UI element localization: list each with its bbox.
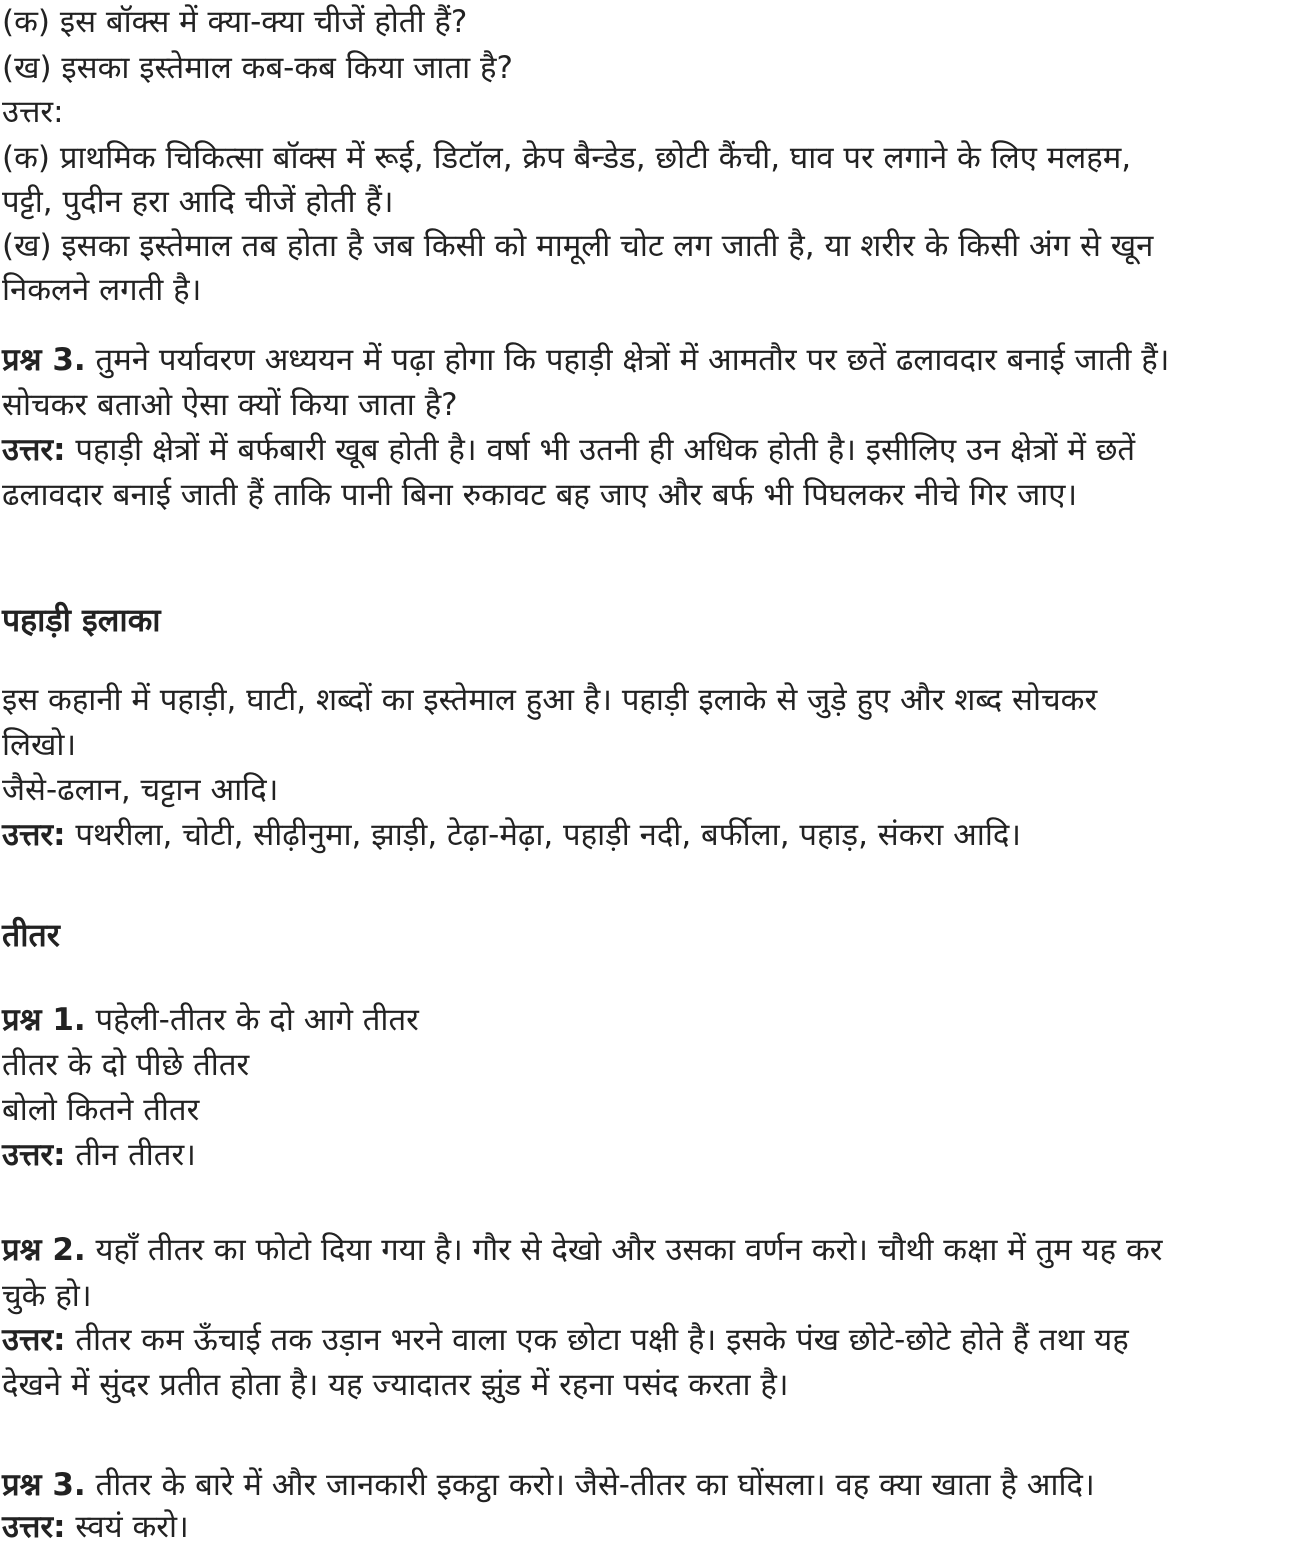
section-heading: पहाड़ी इलाका [2,601,161,639]
section-heading: तीतर [2,916,60,954]
question-label: प्रश्न 2. [2,1232,86,1268]
answer-label: उत्तर: [2,432,66,468]
question-text: पहेली-तीतर के दो आगे तीतर [85,1002,419,1038]
answer-line: देखने में सुंदर प्रतीत होता है। यह ज्यादातर झुंड में रहना पसंद करता है। [2,1367,789,1403]
answer-line [2,428,1135,472]
question-line [2,1463,1095,1507]
question-text: यहाँ तीतर का फोटो दिया गया है। गौर से देखो और उसका वर्णन करो। चौथी कक्षा में तुम यह कर [85,1232,1163,1268]
question-text: तीतर के बारे में और जानकारी इकट्ठा करो। जैसे-तीतर का घोंसला। वह क्या खाता है आदि। [85,1467,1095,1503]
answer-label: उत्तर: [2,1137,66,1173]
question-line: तीतर के दो पीछे तीतर [2,1047,250,1083]
question-kha: (ख) इसका इस्तेमाल कब-कब किया जाता है? [2,50,513,86]
question-ka: (क) इस बॉक्स में क्या-क्या चीजें होती हैं? [2,4,468,40]
answer-text: पथरीला, चोटी, सीढ़ीनुमा, झाड़ी, टेढ़ा-मेढ़ा, पहाड़ी नदी, बर्फीला, पहाड़, संकरा आदि। [65,817,1022,853]
question-label: प्रश्न 3. [2,1467,86,1503]
answer-line [2,1505,189,1549]
answer-kha-line: निकलने लगती है। [2,272,202,308]
answer-ka-line: (क) प्राथमिक चिकित्सा बॉक्स में रूई, डिटॉल, क्रेप बैन्डेड, छोटी कैंची, घाव पर लगाने के लिए मलहम, [2,140,1132,176]
answer-label: उत्तर: [2,94,64,130]
question-3-line [2,338,1169,382]
question-label: प्रश्न 3. [2,342,86,378]
question-line: बोलो कितने तीतर [2,1092,200,1128]
question-line [2,998,419,1042]
question-line [2,1228,1162,1272]
answer-text: तीतर कम ऊँचाई तक उड़ान भरने वाला एक छोटा पक्षी है। इसके पंख छोटे-छोटे होते हैं तथा यह [65,1322,1129,1358]
answer-label: उत्तर: [2,817,66,853]
answer-line [2,813,1021,857]
answer-text: पहाड़ी क्षेत्रों में बर्फबारी खूब होती है। वर्षा भी उतनी ही अधिक होती है। इसीलिए उन क्षेत्रों में छतें [65,432,1136,468]
answer-line: ढलावदार बनाई जाती हैं ताकि पानी बिना रुकावट बह जाए और बर्फ भी पिघलकर नीचे गिर जाए। [2,477,1078,513]
paragraph-line: लिखो। [2,727,77,763]
paragraph-line: जैसे-ढलान, चट्टान आदि। [2,772,279,808]
question-label: प्रश्न 1. [2,1002,86,1038]
answer-line [2,1318,1129,1362]
answer-label: उत्तर: [2,1509,66,1545]
question-line: चुके हो। [2,1278,92,1314]
answer-label: उत्तर: [2,1322,66,1358]
answer-text: तीन तीतर। [65,1137,196,1173]
question-3-line: सोचकर बताओ ऐसा क्यों किया जाता है? [2,387,458,423]
question-text: तुमने पर्यावरण अध्ययन में पढ़ा होगा कि पहाड़ी क्षेत्रों में आमतौर पर छतें ढलावदार बनाई जाती हैं। [85,342,1170,378]
answer-text: स्वयं करो। [65,1509,189,1545]
answer-ka-line: पट्टी, पुदीन हरा आदि चीजें होती हैं। [2,184,394,220]
answer-kha-line: (ख) इसका इस्तेमाल तब होता है जब किसी को मामूली चोट लग जाती है, या शरीर के किसी अंग से खून [2,228,1154,264]
answer-line [2,1133,196,1177]
paragraph-line: इस कहानी में पहाड़ी, घाटी, शब्दों का इस्तेमाल हुआ है। पहाड़ी इलाके से जुड़े हुए और शब्द सोचकर [2,682,1098,718]
